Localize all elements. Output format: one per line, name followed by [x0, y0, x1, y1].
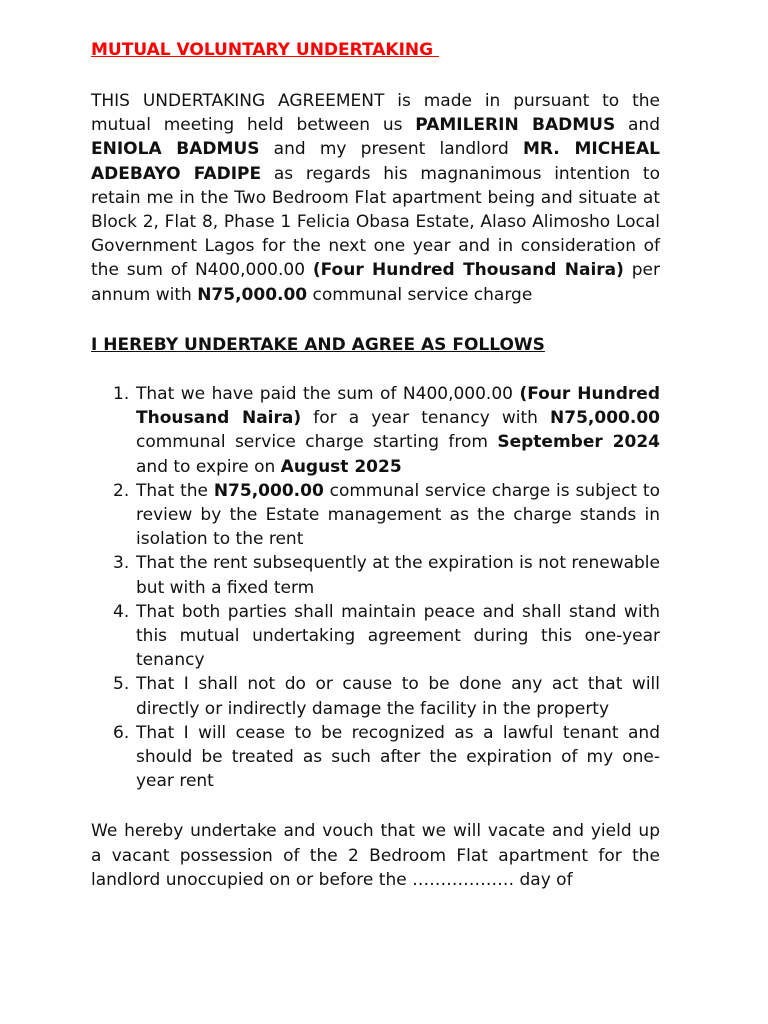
intro-text-3: and my present landlord	[259, 139, 523, 160]
list-item-number: 4.	[113, 601, 130, 622]
intro-text-1: THIS UNDERTAKING AGREEMENT is made in pursuant to the mutual meeting held between us	[91, 91, 660, 136]
list-item-number: 2.	[113, 480, 130, 501]
undertaking-list	[91, 382, 660, 793]
list-item-bold: September 2024	[497, 432, 660, 453]
list-item	[91, 600, 660, 673]
closing-paragraph: We hereby undertake and vouch that we will vacate and yield up a vacant possession of the 2 Bedroom Flat apartment for the landlord unoccupied on or before the ……………… day of	[91, 821, 660, 890]
list-item	[91, 479, 660, 552]
party-name-eniola: ENIOLA BADMUS	[91, 139, 260, 160]
list-item-text: That I will cease to be recognized as a lawful tenant and should be treated as such after the expiration of my one-year rent	[136, 722, 660, 792]
intro-text-2: and	[615, 115, 660, 136]
list-item-bold: (Four Hundred Thousand Naira)	[136, 384, 660, 429]
list-item	[91, 721, 660, 794]
list-item-bold: N75,000.00	[213, 480, 324, 501]
landlord-name: MR. MICHEAL ADEBAYO FADIPE	[91, 139, 660, 184]
intro-text-5: per annum with	[91, 260, 660, 305]
service-charge-amount: N75,000.00	[197, 284, 308, 305]
document-page	[91, 38, 660, 892]
list-item-text: communal service charge is subject to review by the Estate management as the charge stands in isolation to the rent	[136, 480, 660, 550]
document-title: MUTUAL VOLUNTARY UNDERTAKING	[91, 40, 440, 60]
list-item-text: That the	[136, 480, 214, 501]
list-item-text: That both parties shall maintain peace and shall stand with this mutual undertaking agreement during this one-year tenancy	[136, 601, 660, 671]
intro-paragraph	[91, 89, 660, 307]
list-item-text: for a year tenancy with	[301, 408, 551, 429]
list-item-number: 6.	[113, 722, 130, 743]
list-item-number: 3.	[113, 553, 130, 574]
list-item-text: and to expire on	[136, 456, 281, 477]
list-item-text: That the rent subsequently at the expiration is not renewable but with a fixed term	[136, 553, 660, 598]
list-item	[91, 382, 660, 479]
list-item-text: communal service charge starting from	[136, 432, 498, 453]
list-item-bold: August 2025	[280, 456, 402, 477]
list-item-text: That I shall not do or cause to be done any act that will directly or indirectly damage the facility in the property	[136, 674, 660, 719]
list-item-bold: N75,000.00	[550, 408, 660, 429]
list-item-number: 1.	[113, 384, 130, 405]
list-item-text: That we have paid the sum of N400,000.00	[136, 384, 520, 405]
intro-text-6: communal service charge	[307, 284, 533, 305]
section-heading: I HEREBY UNDERTAKE AND AGREE AS FOLLOWS	[91, 334, 545, 355]
intro-text-4: as regards his magnanimous intention to retain me in the Two Bedroom Flat apartment being and situate at Block 2, Flat 8, Phase 1 Felicia Obasa Estate, Alaso Alimosho Local Government Lagos for the next one year and in consideration of the sum of N400,000.00	[91, 163, 660, 281]
list-item	[91, 551, 660, 599]
list-item	[91, 672, 660, 720]
list-item-number: 5.	[113, 674, 130, 695]
party-name-pamilerin: PAMILERIN BADMUS	[415, 115, 616, 136]
rent-amount-words: (Four Hundred Thousand Naira)	[312, 260, 624, 281]
